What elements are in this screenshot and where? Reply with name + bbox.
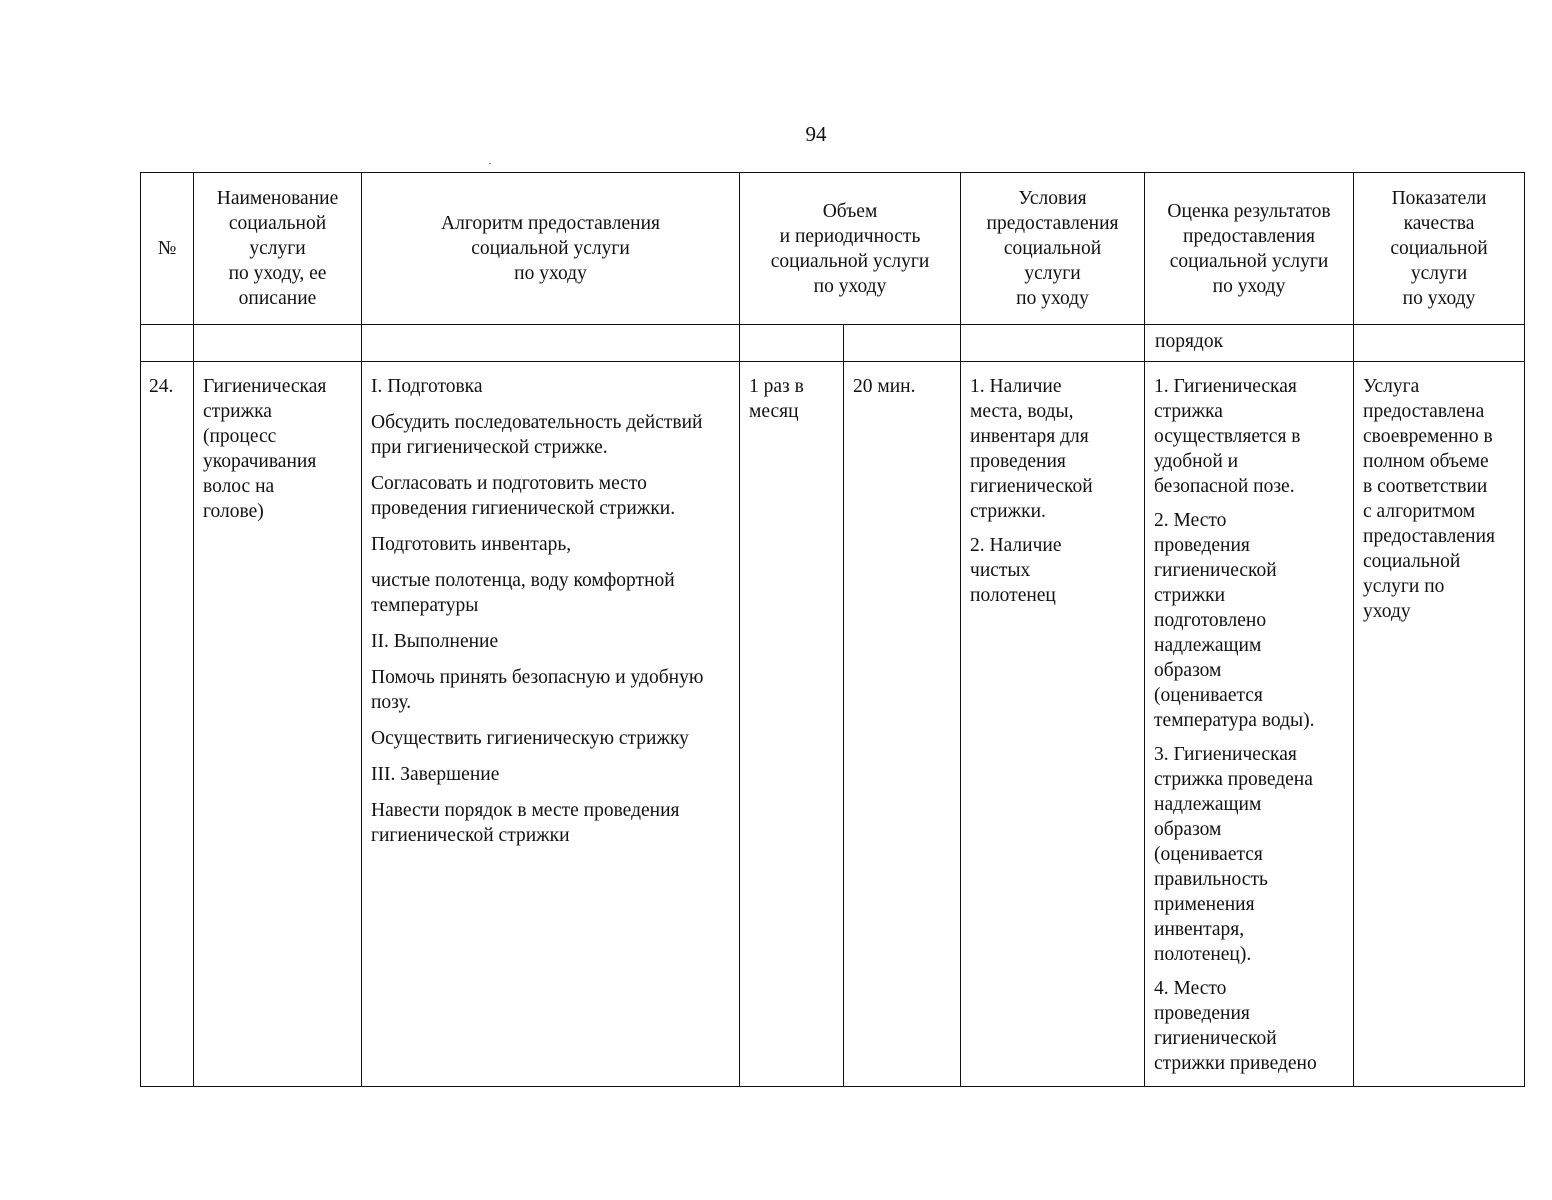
algorithm-step: III. Завершение [371, 764, 500, 785]
text-line: по уходу [1402, 288, 1476, 309]
text-line: 3. Гигиеническая [1154, 744, 1297, 765]
text-line: удобной и [1154, 451, 1239, 472]
algorithm-step: Осуществить гигиеническую стрижку [371, 728, 689, 749]
cont-algorithm [362, 325, 740, 362]
text-line: в соответствии [1363, 476, 1488, 497]
text-line: 1. Гигиеническая [1154, 376, 1297, 397]
header-no: № [141, 173, 194, 325]
text-line: гигиенической [970, 476, 1093, 497]
text-line: по уходу [813, 275, 887, 297]
text-line: 2. Наличие [970, 535, 1062, 556]
header-evaluation [1145, 173, 1354, 325]
header-algorithm [362, 173, 740, 325]
text-line: месяц [749, 401, 799, 422]
scan-speck [489, 163, 491, 164]
cont-frequency [740, 325, 844, 362]
text-line: стрижки приведено [1154, 1053, 1317, 1074]
text-line: стрижки. [970, 501, 1046, 522]
text-line: проведения [970, 451, 1066, 472]
text-line: социальной [1390, 238, 1488, 259]
text-line: стрижка проведена [1154, 769, 1313, 790]
text-line: надлежащим [1154, 794, 1262, 815]
frequency [740, 362, 844, 1087]
list-item [970, 374, 1135, 524]
header-name [194, 173, 362, 325]
text-line: безопасной позе. [1154, 476, 1295, 497]
text-line: по уходу, ее [228, 263, 327, 284]
text-line: чистых [970, 560, 1031, 581]
text-line: 1 раз в [749, 376, 804, 397]
algorithm-step: II. Выполнение [371, 631, 499, 652]
text-line: инвентаря, [1154, 919, 1245, 940]
text-line: предоставления [1363, 526, 1496, 547]
text-line: предоставления [986, 213, 1119, 234]
text-line: социальной услуги [471, 238, 630, 259]
list-item [1154, 508, 1344, 733]
text-line: (оценивается [1154, 844, 1263, 865]
text-line: предоставления [1183, 225, 1316, 247]
conditions-list [961, 362, 1145, 1087]
text-line: температура воды). [1154, 710, 1315, 731]
page-number: 94 [805, 122, 827, 146]
text-line: по уходу [1212, 275, 1286, 297]
text-line: волос на [203, 476, 275, 497]
text-line: своевременно в [1363, 426, 1493, 447]
text-line: Гигиеническая [203, 376, 327, 397]
text-line: социальной [1003, 238, 1102, 259]
quality-indicators [1354, 362, 1525, 1087]
cont-no [141, 325, 194, 362]
algorithm-step: Подготовить инвентарь, [371, 534, 572, 555]
services-table [140, 172, 1525, 1087]
text-line: полотенец). [1154, 944, 1252, 965]
text-line: проведения [1154, 1003, 1250, 1024]
cont-evaluation: порядок [1145, 325, 1354, 362]
text-line: укорачивания [203, 451, 317, 472]
list-item [1154, 742, 1344, 967]
text-line: Оценка результатов [1167, 200, 1331, 222]
algorithm-step: Помочь принять безопасную и удобную позу. [371, 667, 704, 713]
text-line: 1. Наличие [970, 376, 1062, 397]
text-line: стрижка [1154, 401, 1223, 422]
text-line: проведения [1154, 535, 1250, 556]
text-line: социальной услуги [1169, 250, 1329, 272]
text-line: осуществляется в [1154, 426, 1301, 447]
text-line: стрижки [1154, 585, 1225, 606]
text-line: социальной услуги [770, 250, 930, 272]
text-line: уходу [1363, 601, 1411, 622]
algorithm-step: Обсудить последовательность действий при гигиенической стрижке. [371, 412, 703, 458]
text-line: (процесс [203, 426, 277, 447]
text-line: Условия [1018, 188, 1087, 209]
text-line: описание [238, 288, 317, 309]
algorithm-steps [362, 362, 740, 1087]
text-line: применения [1154, 894, 1255, 915]
header-quality [1354, 173, 1525, 325]
row-number: 24. [141, 362, 194, 1087]
list-item [970, 533, 1135, 608]
text-line: голове) [203, 501, 264, 522]
text-line: подготовлено [1154, 610, 1267, 631]
evaluation-list [1145, 362, 1354, 1087]
text-line: услуги [249, 238, 306, 259]
text-line: правильность [1154, 869, 1268, 890]
text-line: по уходу [514, 263, 587, 284]
cont-name [194, 325, 362, 362]
text-line: надлежащим [1154, 635, 1262, 656]
text-line: гигиенической [1154, 1028, 1277, 1049]
text-line: стрижка [203, 401, 272, 422]
table-header-row [141, 173, 1525, 325]
header-volume [740, 173, 961, 325]
text-line: полном объеме [1363, 451, 1489, 472]
text-line: и периодичность [779, 225, 921, 247]
text-line: гигиенической [1154, 560, 1277, 581]
cont-duration [844, 325, 961, 362]
text-line: качества [1403, 213, 1475, 234]
cont-conditions [961, 325, 1145, 362]
text-line: услуги по [1363, 576, 1445, 597]
text-line: образом [1154, 660, 1222, 681]
text-line: с алгоритмом [1363, 501, 1476, 522]
text-line: Объем [822, 200, 878, 222]
text-line: 2. Место [1154, 510, 1227, 531]
text-line: услуги [1024, 263, 1081, 284]
table-row [141, 362, 1525, 1087]
list-item [1154, 374, 1344, 499]
cont-quality [1354, 325, 1525, 362]
algorithm-step: чистые полотенца, воду комфортной температуры [371, 570, 675, 616]
text-line: Наименование [216, 188, 339, 209]
text-line: предоставлена [1363, 401, 1485, 422]
text-line: (оценивается [1154, 685, 1263, 706]
list-item [1154, 976, 1344, 1076]
text-line: Показатели [1391, 188, 1487, 209]
text-line: 4. Место [1154, 978, 1227, 999]
service-name [194, 362, 362, 1087]
text-line: социальной [1363, 551, 1461, 572]
algorithm-step: I. Подготовка [371, 376, 483, 397]
algorithm-step: Навести порядок в месте проведения гигиенической стрижки [371, 800, 680, 846]
text-line: инвентаря для [970, 426, 1089, 447]
header-conditions [961, 173, 1145, 325]
text-line: услуги [1410, 263, 1468, 284]
text-line: места, воды, [970, 401, 1074, 422]
text-line: Алгоритм предоставления [441, 213, 660, 234]
text-line: полотенец [970, 585, 1056, 606]
algorithm-step: Согласовать и подготовить место проведения гигиенической стрижки. [371, 473, 676, 519]
text-line: по уходу [1016, 288, 1089, 309]
text-line: образом [1154, 819, 1222, 840]
text-line: социальной [228, 213, 327, 234]
text-line: Услуга [1363, 376, 1420, 397]
continuation-row [141, 325, 1525, 362]
duration: 20 мин. [844, 362, 961, 1087]
